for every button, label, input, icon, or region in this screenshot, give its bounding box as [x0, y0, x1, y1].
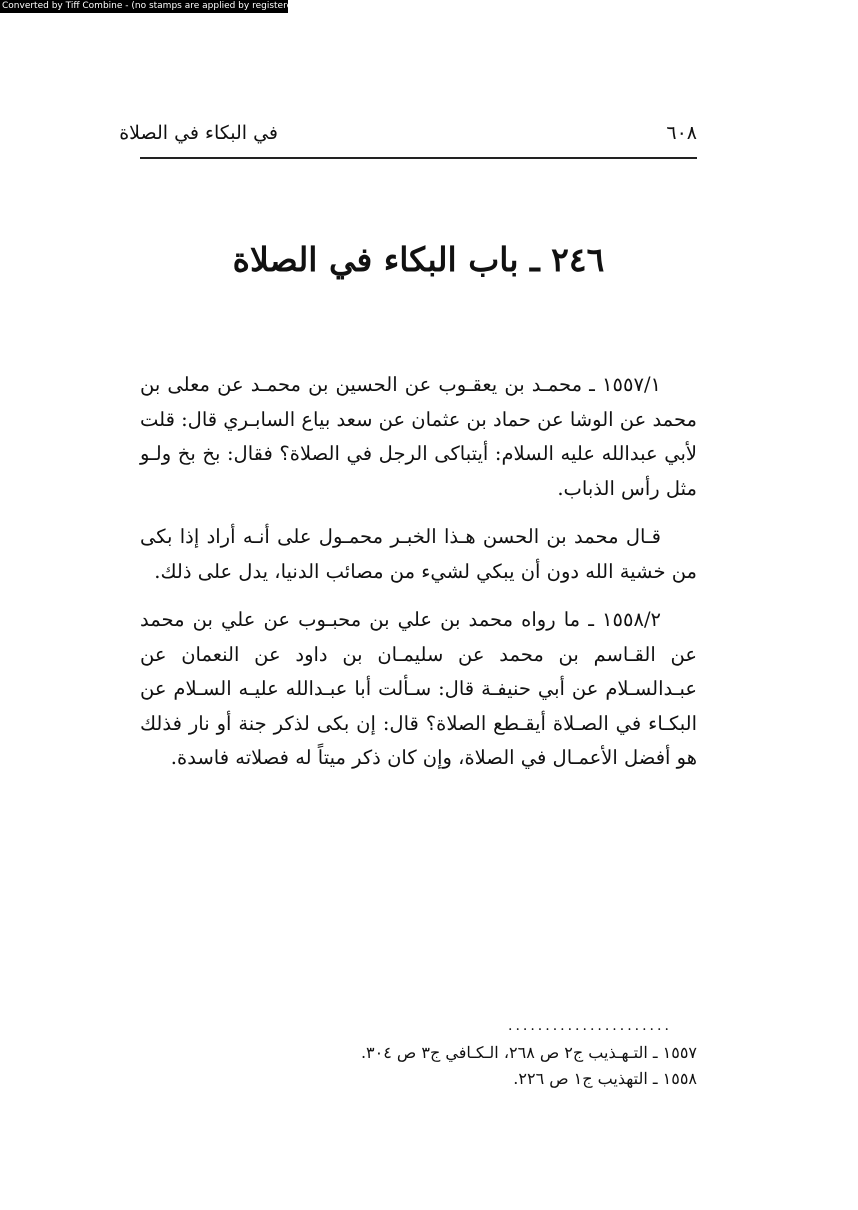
converter-banner: Converted by Tiff Combine - (no stamps are applied by registered version): [2, 1, 338, 11]
footnote-1557: ١٥٥٧ ـ التـهـذيب ج٢ ص ٢٦٨، الـكـافي ج٣ ص ٣٠٤.: [360, 1043, 697, 1062]
commentary-paragraph: قـال محمد بن الحسن هـذا الخبـر محمـول على أنـه أراد إذا بكى من خشية الله دون أن يبكي لشيء من مصائب الدنيا، يدل على ذلك.: [140, 525, 697, 583]
hadith-1557: ١٥٥٧/١ ـ محمـد بن يعقـوب عن الحسين بن محمـد عن معلى بن محمد عن الوشا عن حماد بن عثمان عن سعد بياع السابـري قال: قلت لأبي عبدالله عليه السلام: أيتباكى الرجل في الصلاة؟ فقال: بخ بخ ولـو مثل رأس الذباب.: [139, 373, 697, 500]
footnotes: [300, 1040, 697, 1092]
hadith-1558: ١٥٥٨/٢ ـ ما رواه محمد بن علي بن محبـوب عن علي بن محمد عن القـاسم بن محمد عن سليمـان بن داود عن النعمان عن عبـدالسـلام عن أبي حنيفـة قال: سـألت أبا عبـدالله عليـه السـلام عن البكـاء في الصـلاة أيقـطع الصلاة؟ قال: إن بكى لذكر جنة أو نار فذلك هو أفضل الأعمـال في الصلاة، وإن كان ذكر ميتاً له فصلاته فاسدة.: [140, 608, 697, 769]
running-header: [119, 120, 697, 150]
footnote-1558: ١٥٥٨ ـ التهذيب ج١ ص ٢٢٦.: [513, 1069, 697, 1088]
header-rule: [140, 157, 697, 159]
chapter-title: ٢٤٦ ـ باب البكاء في الصلاة: [232, 240, 605, 279]
running-title: في البكاء في الصلاة: [119, 122, 278, 144]
footnote-separator: ......................: [508, 1018, 672, 1034]
page-number: ٦٠٨: [666, 122, 697, 144]
body-text: [140, 368, 697, 790]
